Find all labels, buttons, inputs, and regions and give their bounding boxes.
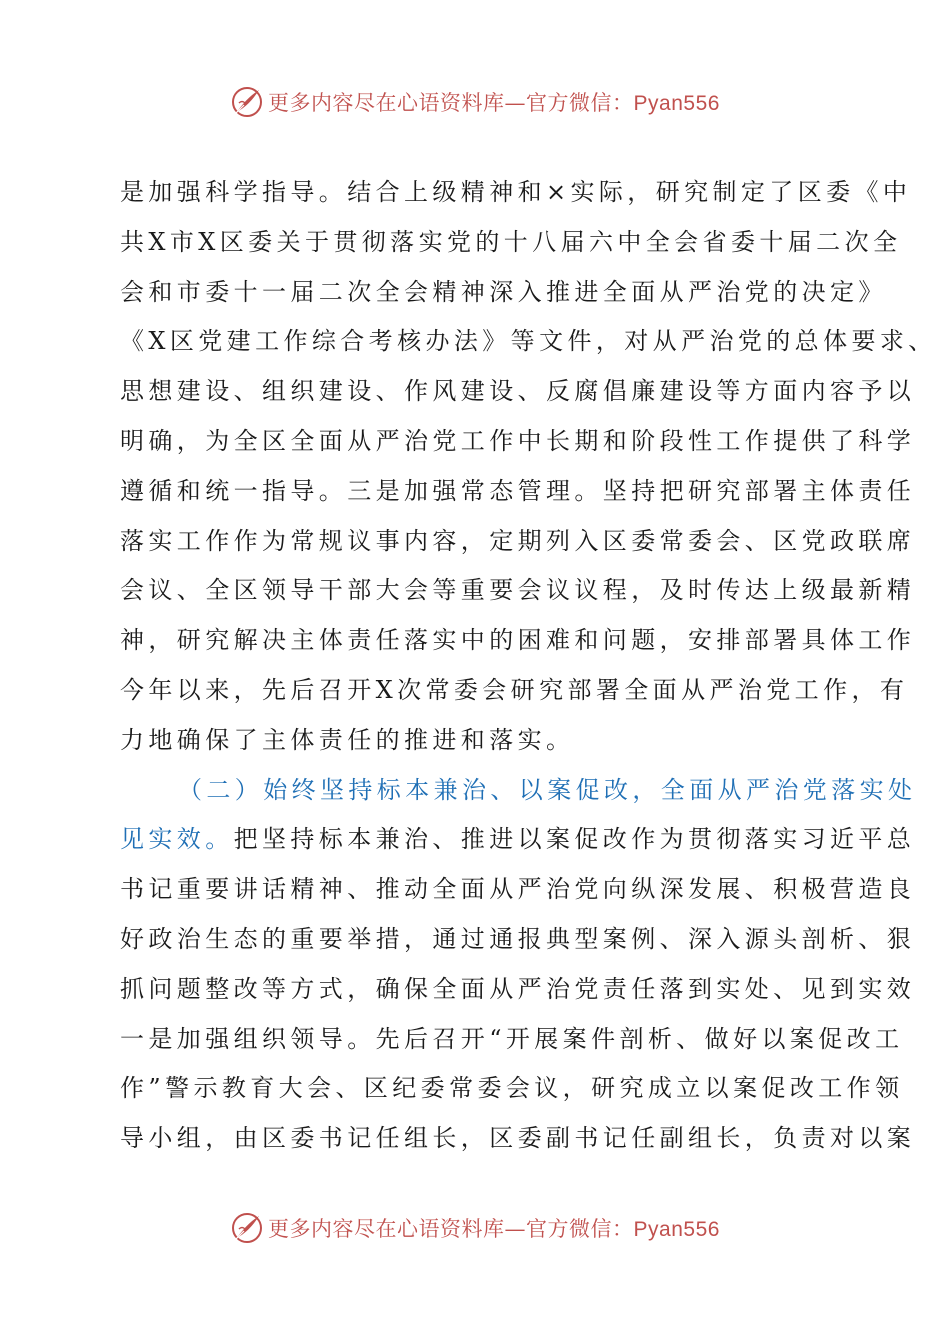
header-banner xyxy=(0,82,950,122)
text-line: 今年以来，先后召开X次常委会研究部署全面从严治党工作，有 xyxy=(120,675,909,704)
text-line: 遵循和统一指导。三是加强常态管理。坚持把研究部署主体责任 xyxy=(120,476,916,505)
text-line: 好政治生态的重要举措，通过通报典型案例、深入源头剖析、狠 xyxy=(120,924,916,953)
document-body xyxy=(120,168,937,1164)
banner-text: 更多内容尽在心语资料库—官方微信：Pyan556 xyxy=(268,1217,720,1241)
text-line: 共X市X区委关于贯彻落实党的十八届六中全会省委十届二次全 xyxy=(120,227,902,256)
text-line: 力地确保了主体责任的推进和落实。 xyxy=(120,725,575,754)
footer-banner xyxy=(0,1208,950,1248)
text-line: 明确，为全区全面从严治党工作中长期和阶段性工作提供了科学 xyxy=(120,426,916,455)
section-heading: （二）始终坚持标本兼治、以案促改，全面从严治党落实处 xyxy=(178,775,917,804)
text-line: 书记重要讲话精神、推动全面从严治党向纵深发展、积极营造良 xyxy=(120,875,916,904)
text-line: 《X区党建工作综合考核办法》等文件，对从严治党的总体要求、 xyxy=(120,327,937,356)
heading-tail: 见实效。 xyxy=(120,825,234,854)
banner-text: 更多内容尽在心语资料库—官方微信：Pyan556 xyxy=(268,91,720,115)
quill-pen-logo-icon xyxy=(230,85,264,119)
text-line: 导小组，由区委书记任组长，区委副书记任副组长，负责对以案 xyxy=(120,1124,916,1153)
text-line: 神，研究解决主体责任落实中的困难和问题，安排部署具体工作 xyxy=(120,626,916,655)
text-line: 落实工作作为常规议事内容，定期列入区委常委会、区党政联席 xyxy=(120,526,916,555)
text-line: 会议、全区领导干部大会等重要会议议程，及时传达上级最新精 xyxy=(120,576,916,605)
quill-pen-logo-icon xyxy=(230,1211,264,1245)
heading-tail-rest: 把坚持标本兼治、推进以案促改作为贯彻落实习近平总 xyxy=(233,825,916,854)
text-line: 是加强科学指导。结合上级精神和×实际，研究制定了区委《中 xyxy=(120,178,912,206)
text-line: 会和市委十一届二次全会精神深入推进全面从严治党的决定》 xyxy=(120,277,887,306)
text-line: 作”警示教育大会、区纪委常委会议，研究成立以案促改工作领 xyxy=(120,1074,904,1103)
text-line: 思想建设、组织建设、作风建设、反腐倡廉建设等方面内容予以 xyxy=(120,377,916,406)
text-line: 一是加强组织领导。先后召开“开展案件剖析、做好以案促改工 xyxy=(120,1024,904,1053)
text-line: 抓问题整改等方式，确保全面从严治党责任落到实处、见到实效 xyxy=(120,974,916,1003)
text-line-heading-tail xyxy=(120,815,916,865)
